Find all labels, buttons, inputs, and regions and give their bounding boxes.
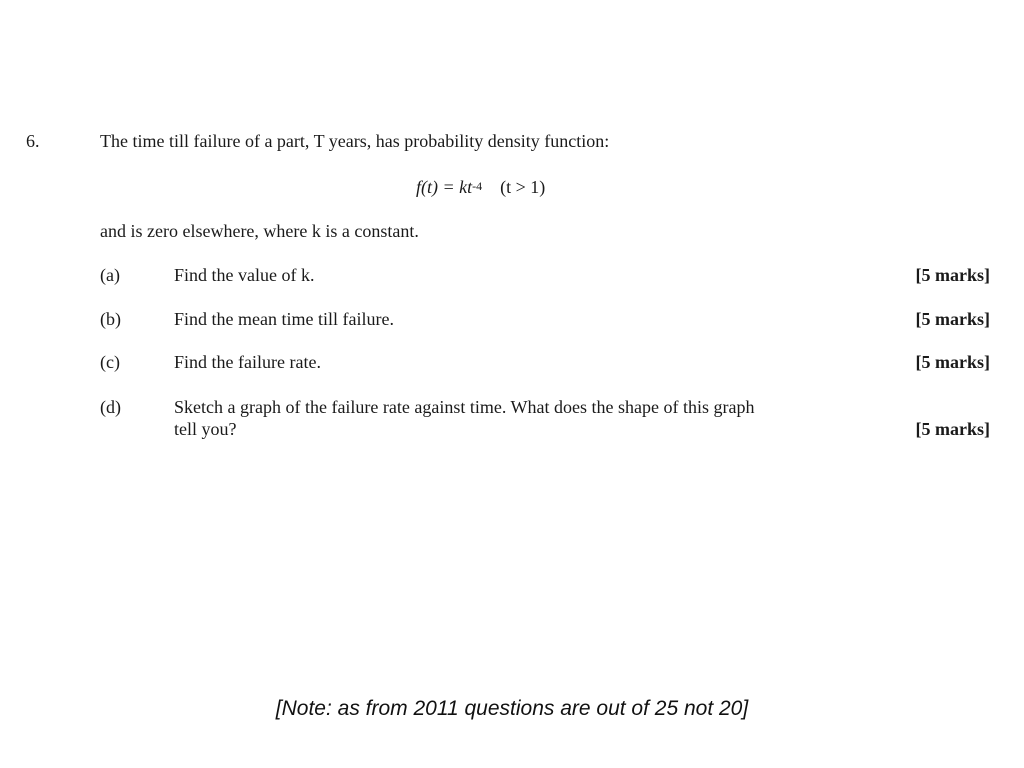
part-label: (a) <box>100 265 120 285</box>
part-text: Find the value of k. <box>174 265 315 285</box>
zero-clause: and is zero elsewhere, where k is a constant. <box>100 221 419 241</box>
part-text-line2: tell you? <box>174 419 237 439</box>
part-marks: [5 marks] <box>915 419 990 439</box>
part-text: Find the failure rate. <box>174 352 321 372</box>
formula-condition: (t > 1) <box>500 177 546 197</box>
part-text: Sketch a graph of the failure rate against time. What does the shape of this graph <box>174 397 755 417</box>
part-marks: [5 marks] <box>915 352 990 372</box>
part-label: (c) <box>100 352 120 372</box>
question-intro: The time till failure of a part, T years, has probability density function: <box>100 131 610 151</box>
part-text: Find the mean time till failure. <box>174 309 394 329</box>
question-number: 6. <box>26 131 40 151</box>
part-marks: [5 marks] <box>915 265 990 285</box>
part-label: (b) <box>100 309 121 329</box>
part-label: (d) <box>100 397 121 417</box>
footnote: [Note: as from 2011 questions are out of 25 not 20] <box>275 697 749 720</box>
formula-lhs: f(t) = kt <box>416 177 473 197</box>
part-marks: [5 marks] <box>915 309 990 329</box>
formula-exponent: -4 <box>472 179 483 193</box>
pdf-formula <box>416 177 545 198</box>
